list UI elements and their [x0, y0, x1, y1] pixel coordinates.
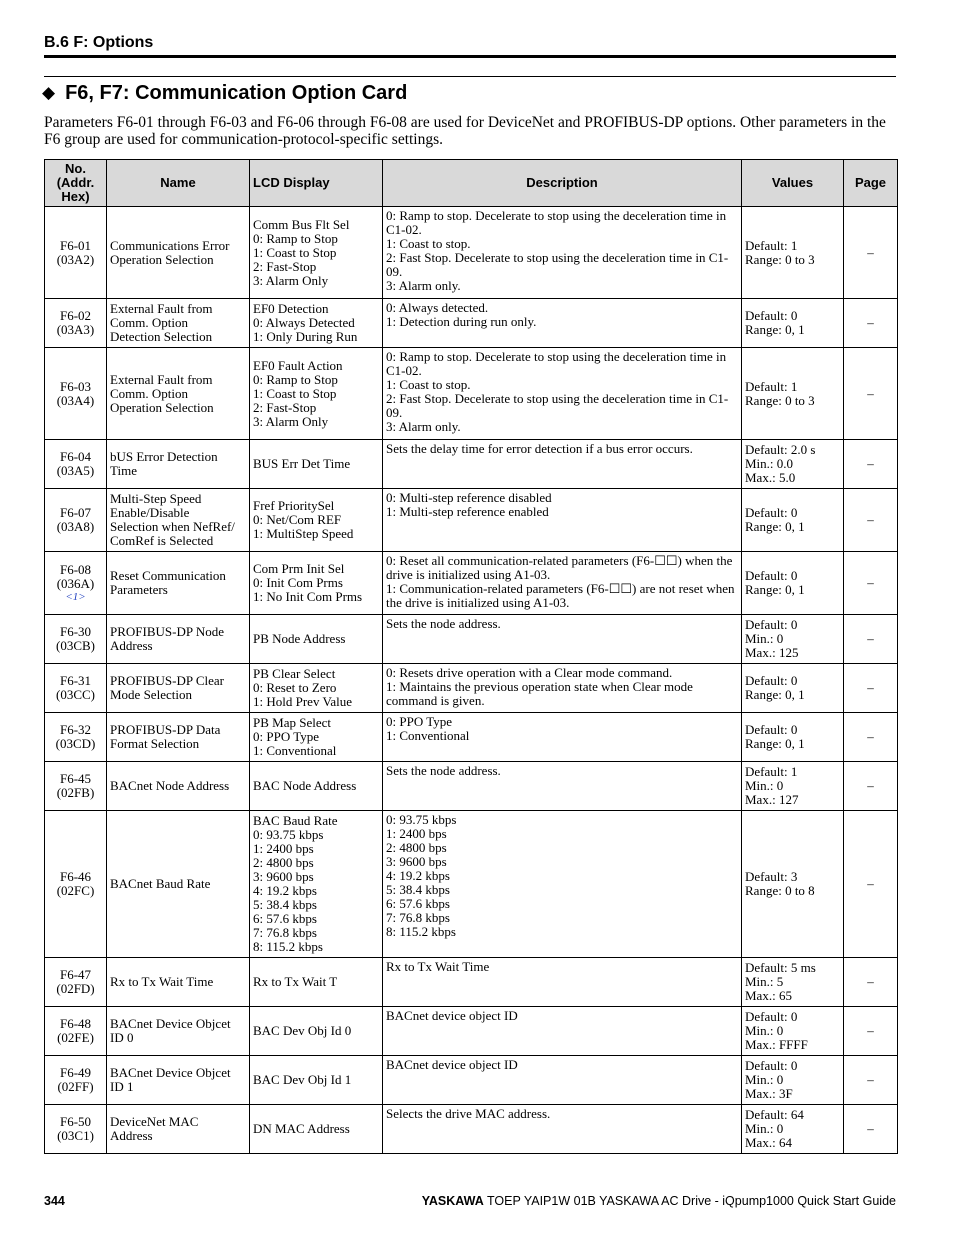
table-row: [45, 207, 898, 299]
lcd-line: 3: Alarm Only: [253, 413, 329, 429]
page-cell: –: [844, 1105, 898, 1154]
no-line: (03A5): [56, 463, 95, 478]
desc-line: 3: Alarm only.: [386, 419, 461, 434]
lcd-display-cell: [250, 348, 383, 440]
lcd-line: 1: Hold Prev Value: [253, 694, 353, 709]
param-number-cell: [45, 489, 107, 552]
param-name-cell: [107, 713, 250, 762]
desc-line: 1: 2400 bps: [386, 826, 447, 841]
desc-line: 0: 93.75 kbps: [386, 812, 457, 827]
param-name-cell: [107, 1007, 250, 1056]
header-no: No. (Addr. Hex): [45, 160, 107, 207]
param-name-cell: [107, 1056, 250, 1105]
no-line: (02FF): [57, 1079, 94, 1094]
values-line: Default: 0: [745, 1009, 798, 1024]
values-cell: [742, 811, 844, 958]
no-line: (03C1): [57, 1128, 94, 1143]
page-cell: –: [844, 348, 898, 440]
page-cell: –: [844, 489, 898, 552]
desc-line: 5: 38.4 kbps: [386, 882, 450, 897]
name-line: ComRef is Selected: [110, 533, 214, 548]
lcd-line: BAC Dev Obj Id 1: [253, 1072, 352, 1087]
no-line: (02FB): [56, 785, 95, 800]
param-name-cell: [107, 615, 250, 664]
values-line: Default: 1: [745, 237, 798, 253]
param-number-cell: [45, 1105, 107, 1154]
desc-line: BACnet device object ID: [386, 1008, 518, 1023]
desc-line: 1: Coast to stop.: [386, 236, 471, 251]
values-line: Range: 0, 1: [745, 736, 805, 751]
no-line: F6-32: [59, 722, 92, 737]
lcd-display-cell: [250, 958, 383, 1007]
parameter-table: [44, 159, 898, 1154]
name-line: Address: [110, 638, 153, 653]
lcd-display-cell: [250, 1056, 383, 1105]
no-line: F6-49: [59, 1065, 92, 1080]
lcd-line: 2: Fast-Stop: [253, 258, 317, 274]
lcd-line: Fref PrioritySel: [253, 498, 335, 513]
no-line: F6-08: [59, 562, 92, 577]
param-number-cell: [45, 299, 107, 348]
lcd-display-cell: [250, 762, 383, 811]
no-line: F6-01: [59, 237, 92, 253]
desc-line: Sets the node address.: [386, 763, 501, 778]
description-cell: [383, 664, 742, 713]
lcd-line: PB Node Address: [253, 631, 346, 646]
desc-line: 1: Communication-related parameters (F6-☐☐) are not reset when the drive is initialized using A1-03.: [386, 581, 735, 610]
param-name-cell: [107, 348, 250, 440]
no-line: F6-31: [59, 673, 92, 688]
values-cell: [742, 762, 844, 811]
no-line: F6-50: [59, 1114, 92, 1129]
values-line: Max.: FFFF: [745, 1037, 808, 1052]
lcd-line: 4: 19.2 kbps: [253, 883, 317, 898]
brand-name: YASKAWA: [421, 1194, 484, 1208]
desc-line: 0: Reset all communication-related parameters (F6-☐☐) when the drive is initialized using A1-03.: [386, 553, 733, 582]
name-line: Parameters: [110, 582, 168, 597]
values-line: Default: 0: [745, 308, 798, 323]
desc-line: Rx to Tx Wait Time: [386, 959, 490, 974]
values-line: Max.: 5.0: [745, 470, 796, 485]
name-line: BACnet Baud Rate: [110, 876, 211, 891]
document-title: [422, 1194, 896, 1209]
desc-line: 2: 4800 bps: [386, 840, 447, 855]
param-name-cell: [107, 299, 250, 348]
description-cell: [383, 958, 742, 1007]
param-number-cell: [45, 762, 107, 811]
values-cell: [742, 958, 844, 1007]
page-cell: –: [844, 664, 898, 713]
param-number-cell: [45, 1056, 107, 1105]
table-row: [45, 1105, 898, 1154]
values-line: Range: 0 to 8: [745, 883, 815, 898]
values-line: Range: 0 to 3: [745, 251, 815, 267]
lcd-line: 2: 4800 bps: [253, 855, 314, 870]
lcd-line: 2: Fast-Stop: [253, 399, 317, 415]
param-number-cell: [45, 615, 107, 664]
description-cell: [383, 1007, 742, 1056]
lcd-line: 0: Init Com Prms: [253, 575, 343, 590]
header-rule: [44, 55, 896, 58]
table-row: [45, 348, 898, 440]
section-header: B.6 F: Options: [44, 34, 154, 51]
doc-name: TOEP YAIP1W 01B YASKAWA AC Drive - iQpump1000 Quick Start Guide: [483, 1194, 896, 1208]
desc-line: 3: 9600 bps: [386, 854, 447, 869]
values-line: Max.: 65: [745, 988, 792, 1003]
page-cell: –: [844, 762, 898, 811]
page-cell: –: [844, 299, 898, 348]
description-cell: [383, 615, 742, 664]
lcd-display-cell: [250, 552, 383, 615]
no-line: (03CC): [56, 687, 95, 702]
lcd-display-cell: [250, 664, 383, 713]
no-line: (02FE): [57, 1030, 94, 1045]
lcd-line: 1: No Init Com Prms: [253, 589, 363, 604]
values-line: Min.: 5: [745, 974, 784, 989]
name-line: Selection when NefRef/: [110, 519, 235, 534]
name-line: Multi-Step Speed: [110, 491, 202, 506]
desc-line: Selects the drive MAC address.: [386, 1106, 551, 1121]
description-cell: [383, 489, 742, 552]
values-cell: [742, 207, 844, 299]
name-line: Time: [110, 463, 137, 478]
table-row: [45, 811, 898, 958]
lcd-line: BAC Baud Rate: [253, 813, 338, 828]
desc-line: 0: Ramp to stop. Decelerate to stop using the deceleration time in C1-02.: [386, 349, 727, 378]
lcd-line: Comm Bus Flt Sel: [253, 216, 350, 232]
name-line: Format Selection: [110, 736, 200, 751]
lcd-line: EF0 Detection: [253, 301, 329, 316]
no-line: (03CD): [55, 736, 96, 751]
page-cell: –: [844, 207, 898, 299]
lcd-line: 0: Ramp to Stop: [253, 371, 338, 387]
values-line: Default: 0: [745, 617, 798, 632]
values-line: Min.: 0: [745, 778, 784, 793]
lcd-display-cell: [250, 489, 383, 552]
page-cell: –: [844, 615, 898, 664]
lcd-line: EF0 Fault Action: [253, 357, 343, 373]
description-cell: [383, 207, 742, 299]
no-line: (03A4): [56, 392, 95, 408]
header-values: Values: [742, 160, 844, 207]
param-number-cell: [45, 713, 107, 762]
name-line: PROFIBUS-DP Node: [110, 624, 225, 639]
page-cell: –: [844, 1007, 898, 1056]
table-row: [45, 1007, 898, 1056]
page-number: 344: [44, 1194, 65, 1208]
desc-line: 1: Multi-step reference enabled: [386, 504, 549, 519]
name-line: PROFIBUS-DP Data: [110, 722, 221, 737]
param-number-cell: [45, 958, 107, 1007]
page-cell: –: [844, 713, 898, 762]
values-cell: [742, 615, 844, 664]
diamond-bullet-icon: ◆: [42, 83, 56, 102]
lcd-line: 5: 38.4 kbps: [253, 897, 317, 912]
values-line: Range: 0, 1: [745, 687, 805, 702]
table-header-row: [45, 160, 898, 207]
description-cell: [383, 713, 742, 762]
lcd-line: DN MAC Address: [253, 1121, 350, 1136]
desc-line: 0: Multi-step reference disabled: [386, 490, 552, 505]
values-line: Default: 1: [745, 764, 798, 779]
section-title: F6, F7: Communication Option Card: [65, 82, 408, 104]
values-line: Range: 0, 1: [745, 322, 805, 337]
no-line: F6-07: [59, 505, 92, 520]
param-name-cell: [107, 762, 250, 811]
lcd-line: 0: Ramp to Stop: [253, 230, 338, 246]
lcd-line: PB Map Select: [253, 715, 331, 730]
desc-line: 1: Detection during run only.: [386, 314, 537, 329]
header-name: Name: [107, 160, 250, 207]
no-line: F6-48: [59, 1016, 92, 1031]
values-line: Max.: 3F: [745, 1086, 793, 1101]
no-line: (03A2): [56, 251, 95, 267]
param-number-cell: [45, 348, 107, 440]
table-row: [45, 552, 898, 615]
values-line: Max.: 125: [745, 645, 799, 660]
lcd-display-cell: [250, 811, 383, 958]
name-line: BACnet Node Address: [110, 778, 230, 793]
name-line: Detection Selection: [110, 329, 213, 344]
desc-line: BACnet device object ID: [386, 1057, 518, 1072]
no-line: F6-46: [59, 869, 92, 884]
header-lcd-display: LCD Display: [250, 160, 383, 207]
desc-line: 0: PPO Type: [386, 714, 453, 729]
lcd-line: 8: 115.2 kbps: [253, 939, 323, 954]
lcd-display-cell: [250, 207, 383, 299]
param-name-cell: [107, 440, 250, 489]
no-line: F6-30: [59, 624, 92, 639]
name-line: ID 0: [110, 1030, 134, 1045]
desc-line: 6: 57.6 kbps: [386, 896, 450, 911]
param-number-cell: [45, 664, 107, 713]
desc-line: 1: Conventional: [386, 728, 470, 743]
name-line: Rx to Tx Wait Time: [110, 974, 214, 989]
values-line: Default: 3: [745, 869, 798, 884]
table-row: [45, 440, 898, 489]
desc-line: 2: Fast Stop. Decelerate to stop using the deceleration time in C1-09.: [386, 391, 729, 420]
values-line: Default: 0: [745, 568, 798, 583]
page-cell: –: [844, 440, 898, 489]
table-row: [45, 299, 898, 348]
param-name-cell: [107, 207, 250, 299]
name-line: bUS Error Detection: [110, 449, 218, 464]
lcd-line: PB Clear Select: [253, 666, 336, 681]
no-line: (036A): [56, 576, 95, 591]
footnote-link[interactable]: <1>: [65, 591, 86, 603]
lcd-line: 1: 2400 bps: [253, 841, 314, 856]
table-row: [45, 713, 898, 762]
description-cell: [383, 1105, 742, 1154]
values-line: Min.: 0.0: [745, 456, 794, 471]
values-line: Min.: 0: [745, 1121, 784, 1136]
values-cell: [742, 440, 844, 489]
values-line: Range: 0 to 3: [745, 392, 815, 408]
no-line: F6-47: [59, 967, 92, 982]
table-row: [45, 1056, 898, 1105]
header-page: Page: [844, 160, 898, 207]
lcd-display-cell: [250, 615, 383, 664]
values-cell: [742, 713, 844, 762]
page-cell: –: [844, 958, 898, 1007]
param-number-cell: [45, 1007, 107, 1056]
name-line: BACnet Device Objcet: [110, 1065, 231, 1080]
values-line: Range: 0, 1: [745, 519, 805, 534]
values-cell: [742, 664, 844, 713]
param-name-cell: [107, 811, 250, 958]
table-row: [45, 489, 898, 552]
lcd-line: 3: Alarm Only: [253, 272, 329, 288]
no-line: (02FC): [56, 883, 95, 898]
page-cell: –: [844, 552, 898, 615]
lcd-display-cell: [250, 713, 383, 762]
no-line: F6-02: [59, 308, 92, 323]
values-cell: [742, 1056, 844, 1105]
lcd-display-cell: [250, 299, 383, 348]
values-cell: [742, 489, 844, 552]
lcd-line: BAC Node Address: [253, 778, 357, 793]
lcd-line: 1: Coast to Stop: [253, 244, 337, 260]
page-cell: –: [844, 811, 898, 958]
name-line: External Fault from: [110, 301, 213, 316]
header-description: Description: [383, 160, 742, 207]
lcd-line: 3: 9600 bps: [253, 869, 314, 884]
values-line: Default: 0: [745, 505, 798, 520]
no-line: F6-03: [59, 378, 92, 394]
values-line: Default: 2.0 s: [745, 442, 816, 457]
lcd-line: Com Prm Init Sel: [253, 561, 345, 576]
desc-line: 0: Always detected.: [386, 300, 489, 315]
description-cell: [383, 299, 742, 348]
lcd-display-cell: [250, 1007, 383, 1056]
lcd-line: 0: Reset to Zero: [253, 680, 337, 695]
description-cell: [383, 1056, 742, 1105]
lcd-display-cell: [250, 440, 383, 489]
param-number-cell: [45, 811, 107, 958]
lcd-display-cell: [250, 1105, 383, 1154]
values-line: Default: 64: [745, 1107, 804, 1122]
values-cell: [742, 299, 844, 348]
lcd-line: Rx to Tx Wait T: [253, 974, 338, 989]
lcd-line: 1: Only During Run: [253, 329, 358, 344]
table-row: [45, 615, 898, 664]
values-line: Default: 1: [745, 378, 798, 394]
values-line: Range: 0, 1: [745, 582, 805, 597]
param-name-cell: [107, 664, 250, 713]
table-row: [45, 958, 898, 1007]
name-line: Reset Communication: [110, 568, 226, 583]
description-cell: [383, 762, 742, 811]
name-line: Enable/Disable: [110, 505, 190, 520]
values-line: Max.: 64: [745, 1135, 792, 1150]
desc-line: 1: Coast to stop.: [386, 377, 471, 392]
section-divider: [44, 76, 896, 77]
desc-line: Sets the node address.: [386, 616, 501, 631]
values-cell: [742, 348, 844, 440]
desc-line: 4: 19.2 kbps: [386, 868, 450, 883]
name-line: Comm. Option: [110, 315, 189, 330]
desc-line: 8: 115.2 kbps: [386, 924, 456, 939]
values-cell: [742, 552, 844, 615]
no-line: (03A3): [56, 322, 95, 337]
param-number-cell: [45, 207, 107, 299]
name-line: Address: [110, 1128, 153, 1143]
values-line: Min.: 0: [745, 1072, 784, 1087]
no-line: (03A8): [56, 519, 95, 534]
lcd-line: 0: Net/Com REF: [253, 512, 342, 527]
desc-line: 0: Resets drive operation with a Clear mode command.: [386, 665, 673, 680]
table-row: [45, 664, 898, 713]
lcd-line: 1: MultiStep Speed: [253, 526, 354, 541]
no-line: (03CB): [56, 638, 95, 653]
desc-line: 7: 76.8 kbps: [386, 910, 450, 925]
values-cell: [742, 1105, 844, 1154]
lcd-line: BAC Dev Obj Id 0: [253, 1023, 352, 1038]
lcd-line: 7: 76.8 kbps: [253, 925, 317, 940]
section-heading: [44, 81, 896, 105]
lcd-line: 0: 93.75 kbps: [253, 827, 324, 842]
param-name-cell: [107, 489, 250, 552]
param-number-cell: [45, 552, 107, 615]
desc-line: 1: Maintains the previous operation state when Clear mode command is given.: [386, 679, 693, 708]
name-line: External Fault from: [110, 371, 213, 387]
description-cell: [383, 440, 742, 489]
desc-line: 2: Fast Stop. Decelerate to stop using the deceleration time in C1-09.: [386, 250, 729, 279]
name-line: ID 1: [110, 1079, 134, 1094]
values-line: Default: 0: [745, 673, 798, 688]
intro-paragraph: Parameters F6-01 through F6-03 and F6-06 through F6-08 are used for DeviceNet and PROFIBUS-DP options. Other parameters in the F6 group are used for communication-protocol-specific settings.: [44, 114, 886, 148]
param-name-cell: [107, 958, 250, 1007]
desc-line: 3: Alarm only.: [386, 278, 461, 293]
description-cell: [383, 552, 742, 615]
name-line: Comm. Option: [110, 385, 189, 401]
lcd-line: BUS Err Det Time: [253, 456, 351, 471]
page-cell: –: [844, 1056, 898, 1105]
param-name-cell: [107, 552, 250, 615]
no-line: F6-04: [59, 449, 92, 464]
desc-line: 0: Ramp to stop. Decelerate to stop using the deceleration time in C1-02.: [386, 208, 727, 237]
name-line: Operation Selection: [110, 399, 214, 415]
no-line: F6-45: [59, 771, 92, 786]
values-line: Min.: 0: [745, 631, 784, 646]
name-line: BACnet Device Objcet: [110, 1016, 231, 1031]
values-line: Default: 0: [745, 1058, 798, 1073]
lcd-line: 6: 57.6 kbps: [253, 911, 317, 926]
values-line: Max.: 127: [745, 792, 799, 807]
name-line: Mode Selection: [110, 687, 192, 702]
values-cell: [742, 1007, 844, 1056]
lcd-line: 1: Coast to Stop: [253, 385, 337, 401]
table-row: [45, 762, 898, 811]
param-name-cell: [107, 1105, 250, 1154]
lcd-line: 1: Conventional: [253, 743, 337, 758]
name-line: Communications Error: [110, 237, 230, 253]
values-line: Default: 0: [745, 722, 798, 737]
desc-line: Sets the delay time for error detection if a bus error occurs.: [386, 441, 693, 456]
param-number-cell: [45, 440, 107, 489]
lcd-line: 0: Always Detected: [253, 315, 355, 330]
lcd-line: 0: PPO Type: [253, 729, 320, 744]
name-line: PROFIBUS-DP Clear: [110, 673, 225, 688]
values-line: Default: 5 ms: [745, 960, 816, 975]
name-line: Operation Selection: [110, 251, 214, 267]
description-cell: [383, 348, 742, 440]
description-cell: [383, 811, 742, 958]
values-line: Min.: 0: [745, 1023, 784, 1038]
name-line: DeviceNet MAC: [110, 1114, 199, 1129]
no-line: (02FD): [56, 981, 95, 996]
